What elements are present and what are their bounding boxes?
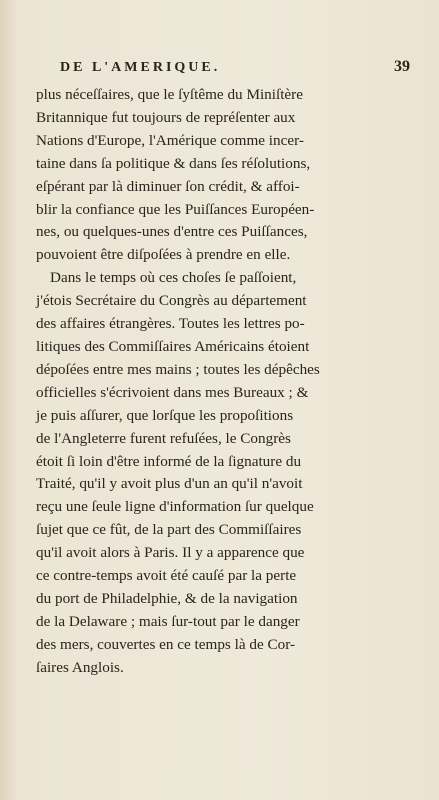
- page-header: [42, 58, 410, 82]
- text-line: des affaires étrangères. Toutes les lettres po-: [36, 315, 305, 333]
- text-line: nes, ou quelques-unes d'entre ces Puiſſances,: [36, 223, 308, 241]
- text-line: de la Delaware ; mais ſur-tout par le danger: [36, 612, 300, 630]
- text-line: qu'il avoit alors à Paris. Il y a apparence que: [36, 544, 305, 562]
- text-line: Nations d'Europe, l'Amérique comme incer-: [36, 131, 304, 149]
- text-line: des mers, couvertes en ce temps là de Cor-: [36, 635, 296, 653]
- text-line: ſaires Anglois.: [36, 658, 124, 676]
- text-line: blir la confiance que les Puiſſances Européen-: [36, 200, 315, 218]
- running-head: DE L'AMERIQUE.: [60, 60, 221, 75]
- text-line: Britannique fut toujours de repréſenter aux: [36, 108, 296, 126]
- paragraph-start-line: Dans le temps où ces choſes ſe paſſoient,: [50, 269, 297, 287]
- text-line: je puis aſſurer, que lorſque les propoſitions: [36, 406, 294, 424]
- text-line: dépoſées entre mes mains ; toutes les dépêches: [36, 360, 320, 378]
- text-line: taine dans ſa politique & dans ſes réſolutions,: [36, 154, 311, 172]
- text-line: reçu une ſeule ligne d'information ſur quelque: [36, 498, 314, 516]
- text-line: Traité, qu'il y avoit plus d'un an qu'il n'avoit: [36, 475, 303, 493]
- text-line: j'étois Secrétaire du Congrès au département: [36, 292, 307, 310]
- text-line: plus néceſſaires, que le ſyſtême du Miniſtère: [36, 86, 303, 103]
- text-line: du port de Philadelphie, & de la navigation: [36, 589, 298, 607]
- text-line: de l'Angleterre furent refuſées, le Congrès: [36, 429, 291, 447]
- text-line: ce contre-temps avoit été cauſé par la perte: [36, 567, 297, 585]
- text-line: litiques des Commiſſaires Américains étoient: [36, 337, 310, 355]
- text-line: officielles s'écrivoient dans mes Bureaux ; &: [36, 383, 309, 401]
- text-line: ſujet que ce fût, de la part des Commiſſaires: [36, 521, 302, 539]
- body-text: [36, 84, 401, 680]
- page-number: 39: [394, 58, 410, 75]
- text-line: pouvoient être diſpoſées à prendre en elle.: [36, 246, 291, 264]
- text-line: étoit ſi loin d'être informé de la ſignature du: [36, 452, 302, 470]
- text-line: eſpérant par là diminuer ſon crédit, & affoi-: [36, 177, 300, 195]
